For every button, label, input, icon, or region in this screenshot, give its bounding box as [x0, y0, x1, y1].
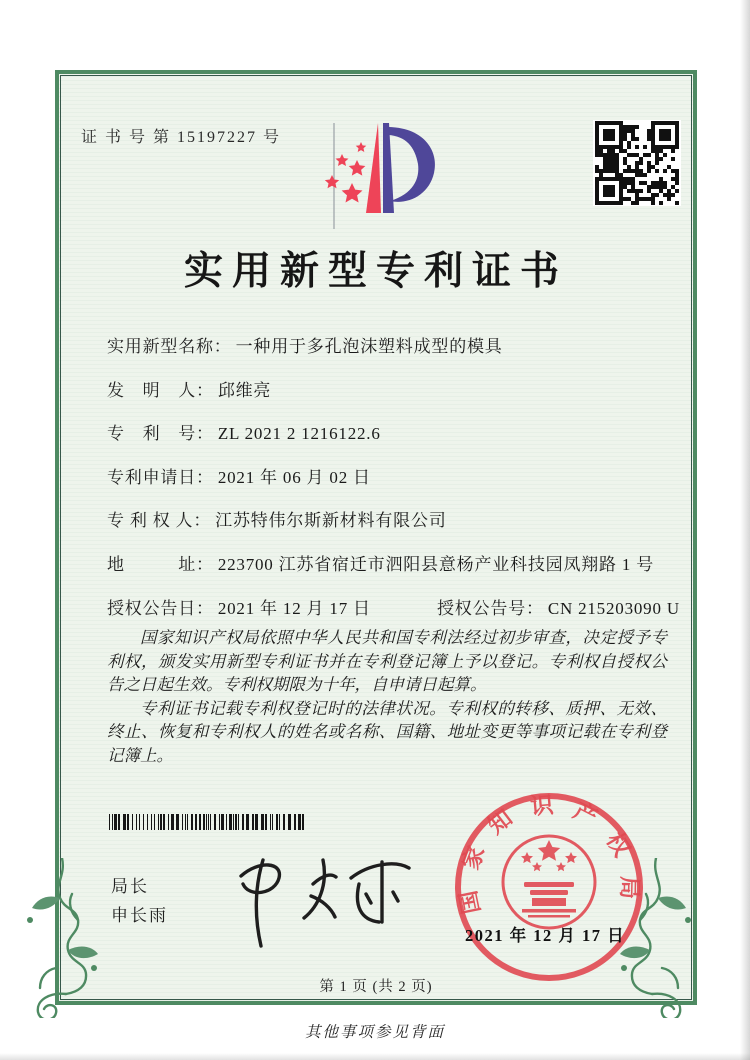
- certificate-border-frame: [55, 70, 697, 1005]
- barcode: [109, 814, 305, 830]
- statement-register: 专利证书记载专利权登记时的法律状况。专利权的转移、质押、无效、终止、恢复和专利权人的姓名或名称、国籍、地址变更等事项记载在专利登记簿上。: [107, 698, 667, 765]
- cnipa-patent-logo-icon: [314, 114, 474, 244]
- logo-purple-bowl: [388, 127, 435, 202]
- field-grant-date: [107, 594, 680, 619]
- seal-ring-text: 国家知识产权局: [455, 792, 643, 916]
- corner-flourish-icon: [612, 858, 708, 1018]
- field-value: 江苏特伟尔斯新材料有限公司: [215, 511, 447, 530]
- field-value: 2021 年 06 月 02 日: [217, 468, 371, 487]
- field-inventor: [107, 376, 271, 401]
- field-value: ZL 2021 2 1216122.6: [217, 424, 381, 443]
- field-patentee: [107, 506, 447, 531]
- back-side-note: 其他事项参见背面: [304, 1024, 445, 1041]
- signatory-block: [111, 872, 168, 930]
- logo-stars: [325, 142, 367, 203]
- field-label: 专 利 权 人：: [107, 511, 212, 530]
- field-label: 专利申请日：: [107, 468, 214, 487]
- field-value: 223700 江苏省宿迁市泗阳县意杨产业科技园凤翔路 1 号: [217, 555, 655, 574]
- director-signature: [219, 846, 419, 956]
- field-label: 实用新型名称：: [107, 337, 232, 356]
- signatory-position: 局长: [111, 877, 149, 896]
- qr-code: [593, 120, 681, 206]
- field-value: 邱维亮: [217, 381, 272, 400]
- signatory-name: 申长雨: [111, 906, 168, 925]
- legal-statements: [107, 626, 667, 767]
- logo-red-spike: [366, 123, 381, 213]
- page-number: 第 1 页 (共 2 页): [319, 979, 433, 995]
- field-address: [107, 550, 654, 575]
- field-value: 2021 年 12 月 17 日: [217, 599, 371, 618]
- corner-flourish-icon: [10, 858, 106, 1018]
- seal-national-emblem: [503, 836, 595, 928]
- field-value: 一种用于多孔泡沫塑料成型的模具: [235, 337, 503, 356]
- statement-grant: 国家知识产权局依照中华人民共和国专利法经过初步审查，决定授予专利权，颁发实用新型专利证书并在专利登记簿上予以登记。专利权自授权公告之日起生效。专利权期限为十年，自申请日起算。: [107, 628, 667, 694]
- certificate-title: 实用新型专利证书: [183, 250, 568, 293]
- field-label: 授权公告号：: [437, 599, 544, 618]
- field-utility-model-name: [107, 332, 503, 357]
- field-label: 专 利 号：: [107, 424, 214, 443]
- field-label: 地 址：: [107, 555, 214, 574]
- field-patent-number: [107, 419, 381, 444]
- certificate-number: 证 书 号 第 15197227 号: [81, 129, 282, 146]
- field-grant-number: [437, 594, 680, 619]
- field-label: 授权公告日：: [107, 599, 214, 618]
- field-value: CN 215203090 U: [547, 599, 680, 618]
- seal-date: 2021 年 12 月 17 日: [465, 926, 626, 945]
- field-label: 发 明 人：: [107, 381, 214, 400]
- field-filing-date: [107, 463, 371, 488]
- logo-purple-bar: [383, 123, 394, 213]
